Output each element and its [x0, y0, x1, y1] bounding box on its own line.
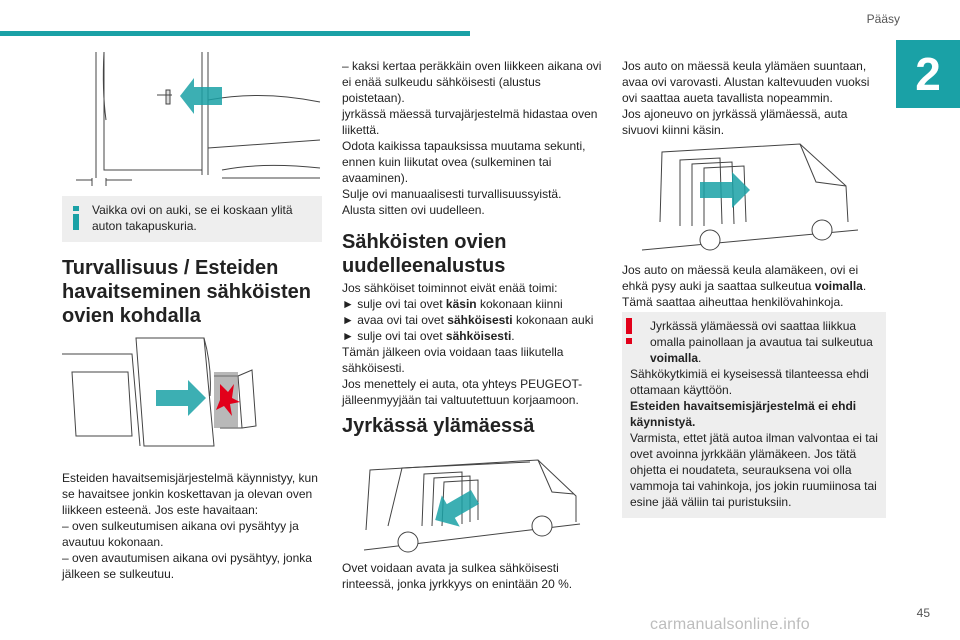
paragraph: Jos sähköiset toiminnot eivät enää toimi: [342, 281, 558, 295]
paragraph: Sulje ovi manuaalisesti turvallisuussyistä. [342, 187, 562, 201]
reset-body [342, 280, 604, 408]
uphill-door-figure [640, 142, 860, 260]
paragraph: Esteiden havaitsemisjärjestelmä käynnistyy, kun se havaitsee jonkin koskettavan ja olevan oven liikkeen esteenä. Jos este havaitaan: [62, 471, 318, 517]
heading-reset: Sähköisten ovien uudelleenalustus [342, 231, 507, 277]
obstacle-continued [342, 58, 604, 218]
uphill-body [622, 58, 884, 138]
paragraph: – oven sulkeutumisen aikana ovi pysähtyy ja avautuu kokonaan. [62, 519, 299, 549]
paragraph: – kaksi kertaa peräkkäin oven liikkeen aikana ovi ei enää sulkeudu sähköisesti (alustus poistetaan). [342, 59, 602, 105]
chapter-tab: 2 [896, 40, 960, 108]
obstacle-body [62, 470, 324, 582]
watermark: carmanualsonline.info [650, 616, 810, 633]
info-icon [72, 206, 80, 230]
downhill-body: Jos auto on mäessä keula alamäkeen, ovi ei ehkä pysy auki ja saattaa sulkeutua voimalla. Tämä saattaa aiheuttaa henkilövahinkoja. [622, 263, 867, 309]
paragraph: Alusta sitten ovi uudelleen. [342, 203, 485, 217]
page-number: 45 [916, 606, 930, 620]
paragraph: Jos auto on mäessä keula ylämäen suuntaan, avaa ovi varovasti. Alustan kaltevuuden vuoksi ovi saattaa aueta tavallista nopeammin. [622, 59, 870, 105]
info-note [62, 196, 322, 242]
door-clearance-figure [62, 50, 322, 188]
arrow-left-icon [180, 78, 222, 114]
section-title: Pääsy [866, 12, 900, 26]
header-bar [0, 31, 470, 36]
slope-text: Ovet voidaan avata ja sulkea sähköisesti rinteessä, jonka jyrkkyys on enintään 20 %. [342, 561, 573, 591]
note-text: Vaikka ovi on auki, se ei koskaan ylitä auton takapuskuria. [92, 203, 293, 233]
uphill-van-figure [362, 456, 582, 560]
paragraph: Jos menettely ei auta, ota yhteys PEUGEOT-jälleenmyyjään tai valtuutettuun korjaamoon. [342, 377, 583, 407]
step: ► sulje ovi tai ovet sähköisesti. [342, 329, 515, 343]
heading-obstacle-detection: Turvallisuus / Esteiden havaitseminen sähköisten ovien kohdalla [62, 257, 311, 327]
arrow-right-icon [156, 380, 206, 416]
obstacle-door-figure [62, 336, 322, 456]
arrow-down-left-icon [426, 481, 484, 535]
heading-steep-uphill: Jyrkässä ylämäessä [342, 415, 535, 437]
paragraph: – oven avautumisen aikana ovi pysähtyy, jonka jälkeen se sulkeutuu. [62, 551, 312, 581]
paragraph: Odota kaikissa tapauksissa muutama sekunti, ennen kuin liikutat ovea (sulkeminen tai avaaminen). [342, 139, 586, 185]
paragraph: Jos ajoneuvo on jyrkässä ylämäessä, auta sivuovi kiinni käsin. [622, 107, 848, 137]
paragraph: Tämän jälkeen ovia voidaan taas liikutella sähköisesti. [342, 345, 564, 375]
step: ► sulje ovi tai ovet käsin kokonaan kiinni [342, 297, 563, 311]
arrow-right-icon [700, 172, 750, 208]
paragraph: jyrkässä mäessä turvajärjestelmä hidastaa oven liikettä. [342, 107, 598, 137]
warning-text-first: Jyrkässä ylämäessä ovi saattaa liikkua omalla painollaan ja avautua tai sulkeutua voimalla. [650, 319, 873, 365]
step: ► avaa ovi tai ovet sähköisesti kokonaan auki [342, 313, 594, 327]
warning-text-rest: Sähkökytkimiä ei kyseisessä tilanteessa ehdi ottamaan käyttöön. Esteiden havaitsemisjärjestelmä ei ehdi käynnistyä. Varmista, ettet jätä autoa ilman valvontaa ei tai ovet avoinna jyrkkään ylämäkeen. Jos tätä ohjetta ei noudateta, seurauksena voi olla vammoja tai vahinkoja, jos jokin ruumiinosa tai esine jää väliin tai puristuksiin. [630, 367, 878, 509]
warning-icon [625, 318, 633, 344]
